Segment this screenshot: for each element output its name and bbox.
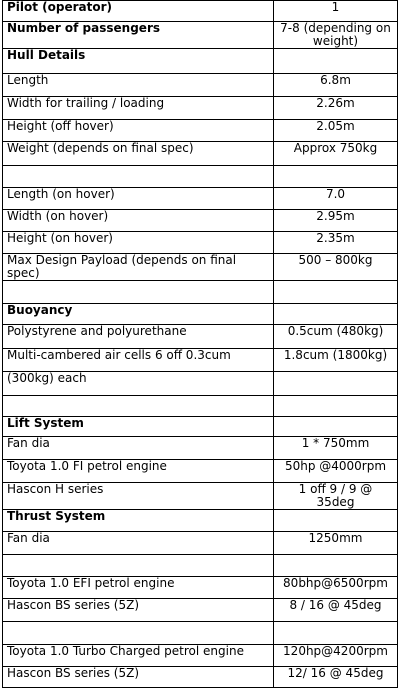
spec-value: 80bhp@6500rpm xyxy=(274,577,398,599)
table-row xyxy=(3,166,398,188)
spec-label xyxy=(3,555,274,577)
table-row xyxy=(3,188,398,210)
table-row xyxy=(3,210,398,232)
spec-value xyxy=(274,396,398,417)
spec-value: 2.05m xyxy=(274,120,398,142)
spec-value xyxy=(274,417,398,437)
spec-label: Polystyrene and polyurethane xyxy=(3,325,274,349)
spec-value: 12/ 16 @ 45deg xyxy=(274,667,398,688)
table-row xyxy=(3,599,398,622)
table-row xyxy=(3,532,398,555)
table-row xyxy=(3,49,398,74)
spec-label: Length xyxy=(3,74,274,97)
table-row xyxy=(3,74,398,97)
spec-table xyxy=(2,0,398,688)
spec-label: (300kg) each xyxy=(3,372,274,396)
spec-value: Approx 750kg xyxy=(274,142,398,166)
table-row xyxy=(3,437,398,460)
spec-label: Toyota 1.0 FI petrol engine xyxy=(3,460,274,483)
spec-label: Multi-cambered air cells 6 off 0.3cum xyxy=(3,349,274,372)
spec-value: 500 – 800kg xyxy=(274,254,398,281)
table-row xyxy=(3,254,398,281)
table-row xyxy=(3,372,398,396)
spec-value: 2.26m xyxy=(274,97,398,120)
spec-label xyxy=(3,622,274,645)
table-row xyxy=(3,304,398,325)
spec-label: Number of passengers xyxy=(3,22,274,49)
table-row xyxy=(3,577,398,599)
spec-label xyxy=(3,166,274,188)
table-row xyxy=(3,396,398,417)
spec-label xyxy=(3,281,274,304)
spec-label: Hascon H series xyxy=(3,483,274,510)
spec-label: Width (on hover) xyxy=(3,210,274,232)
table-row xyxy=(3,460,398,483)
spec-value: 1250mm xyxy=(274,532,398,555)
table-row xyxy=(3,667,398,688)
spec-label: Weight (depends on final spec) xyxy=(3,142,274,166)
spec-label: Length (on hover) xyxy=(3,188,274,210)
table-row xyxy=(3,232,398,254)
spec-label: Lift System xyxy=(3,417,274,437)
spec-value: 1 off 9 / 9 @ 35deg xyxy=(274,483,398,510)
spec-value xyxy=(274,622,398,645)
spec-value: 120hp@4200rpm xyxy=(274,645,398,667)
spec-value: 8 / 16 @ 45deg xyxy=(274,599,398,622)
table-row xyxy=(3,417,398,437)
table-row xyxy=(3,120,398,142)
table-row xyxy=(3,142,398,166)
spec-label: Toyota 1.0 EFI petrol engine xyxy=(3,577,274,599)
spec-label: Max Design Payload (depends on final spec) xyxy=(3,254,274,281)
table-row xyxy=(3,349,398,372)
table-row xyxy=(3,622,398,645)
table-row xyxy=(3,281,398,304)
spec-label xyxy=(3,396,274,417)
spec-label: Height (on hover) xyxy=(3,232,274,254)
spec-value: 7.0 xyxy=(274,188,398,210)
spec-value: 1 xyxy=(274,1,398,22)
spec-label: Buoyancy xyxy=(3,304,274,325)
spec-label: Width for trailing / loading xyxy=(3,97,274,120)
spec-value: 1.8cum (1800kg) xyxy=(274,349,398,372)
spec-value xyxy=(274,166,398,188)
spec-value xyxy=(274,304,398,325)
spec-value: 7-8 (depending on weight) xyxy=(274,22,398,49)
table-row xyxy=(3,22,398,49)
table-row xyxy=(3,97,398,120)
spec-label: Height (off hover) xyxy=(3,120,274,142)
spec-label: Fan dia xyxy=(3,437,274,460)
spec-value: 0.5cum (480kg) xyxy=(274,325,398,349)
spec-value: 6.8m xyxy=(274,74,398,97)
spec-value: 2.35m xyxy=(274,232,398,254)
table-row xyxy=(3,325,398,349)
spec-value: 2.95m xyxy=(274,210,398,232)
spec-value xyxy=(274,555,398,577)
spec-value xyxy=(274,510,398,532)
spec-table-body xyxy=(3,1,398,688)
spec-label: Hascon BS series (5Z) xyxy=(3,667,274,688)
spec-label: Hascon BS series (5Z) xyxy=(3,599,274,622)
spec-value xyxy=(274,281,398,304)
spec-label: Toyota 1.0 Turbo Charged petrol engine xyxy=(3,645,274,667)
spec-label: Hull Details xyxy=(3,49,274,74)
spec-value: 50hp @4000rpm xyxy=(274,460,398,483)
spec-value xyxy=(274,372,398,396)
spec-label: Fan dia xyxy=(3,532,274,555)
table-row xyxy=(3,645,398,667)
table-row xyxy=(3,555,398,577)
table-row xyxy=(3,483,398,510)
spec-label: Thrust System xyxy=(3,510,274,532)
spec-value: 1 * 750mm xyxy=(274,437,398,460)
table-row xyxy=(3,510,398,532)
table-row xyxy=(3,1,398,22)
spec-value xyxy=(274,49,398,74)
spec-label: Pilot (operator) xyxy=(3,1,274,22)
